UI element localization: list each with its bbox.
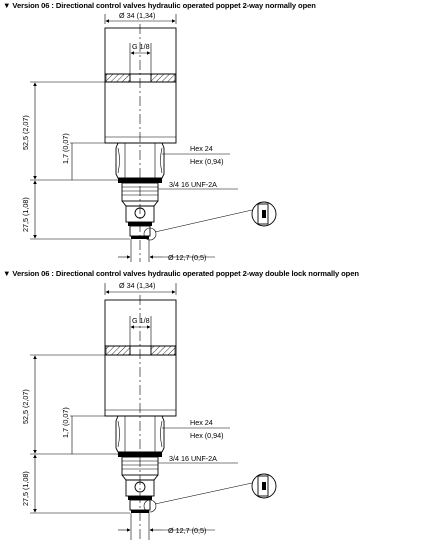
hex-label-inch: Hex (0,94) xyxy=(190,157,224,166)
thread-callout xyxy=(158,180,238,189)
top-diameter-dimension xyxy=(105,281,176,295)
section-title: ▼ Version 06 : Directional control valves hydraulic operated poppet 2-way double lock normally open xyxy=(3,269,359,278)
left-dimensions xyxy=(21,355,130,513)
hex-label: Hex 24 xyxy=(190,144,213,153)
valve-drawing xyxy=(0,268,424,544)
port-label: G 1/8 xyxy=(132,42,150,51)
cartridge-height-label: 27,5 (1,08) xyxy=(21,471,30,506)
thread-label: 3/4 16 UNF-2A xyxy=(169,454,217,463)
detail-view xyxy=(155,202,276,232)
valve-drawing xyxy=(0,0,424,268)
bottom-diameter-dimension xyxy=(118,513,215,540)
top-diameter-label: Ø 34 (1,34) xyxy=(119,281,156,290)
hex-callout xyxy=(162,418,230,440)
section-title: ▼ Version 06 : Directional control valves hydraulic operated poppet 2-way normally open xyxy=(3,1,316,10)
port-label: G 1/8 xyxy=(132,316,150,325)
hex-label: Hex 24 xyxy=(190,418,213,427)
bottom-diameter-dimension xyxy=(118,239,215,262)
detail-view xyxy=(155,474,276,504)
body-height-label: 52,5 (2,07) xyxy=(21,389,30,424)
valve-section-normally-open xyxy=(0,0,424,268)
hex-callout xyxy=(162,144,230,166)
top-diameter-dimension xyxy=(105,11,176,24)
left-dimensions xyxy=(21,82,130,239)
body-height-label: 52,5 (2,07) xyxy=(21,115,30,150)
port-dimension xyxy=(130,316,151,346)
top-diameter-label: Ø 34 (1,34) xyxy=(119,11,156,20)
small-dim-label: 1,7 (0,07) xyxy=(61,133,70,164)
valve-section-double-lock xyxy=(0,268,424,544)
port-dimension xyxy=(130,42,151,74)
bottom-diameter-label: Ø 12,7 (0,5) xyxy=(168,526,207,535)
thread-label: 3/4 16 UNF-2A xyxy=(169,180,217,189)
hex-label-inch: Hex (0,94) xyxy=(190,431,224,440)
bottom-diameter-label: Ø 12,7 (0,5) xyxy=(168,253,207,262)
cartridge-height-label: 27,5 (1,08) xyxy=(21,197,30,232)
small-dim-label: 1,7 (0,07) xyxy=(61,407,70,438)
thread-callout xyxy=(158,454,238,463)
